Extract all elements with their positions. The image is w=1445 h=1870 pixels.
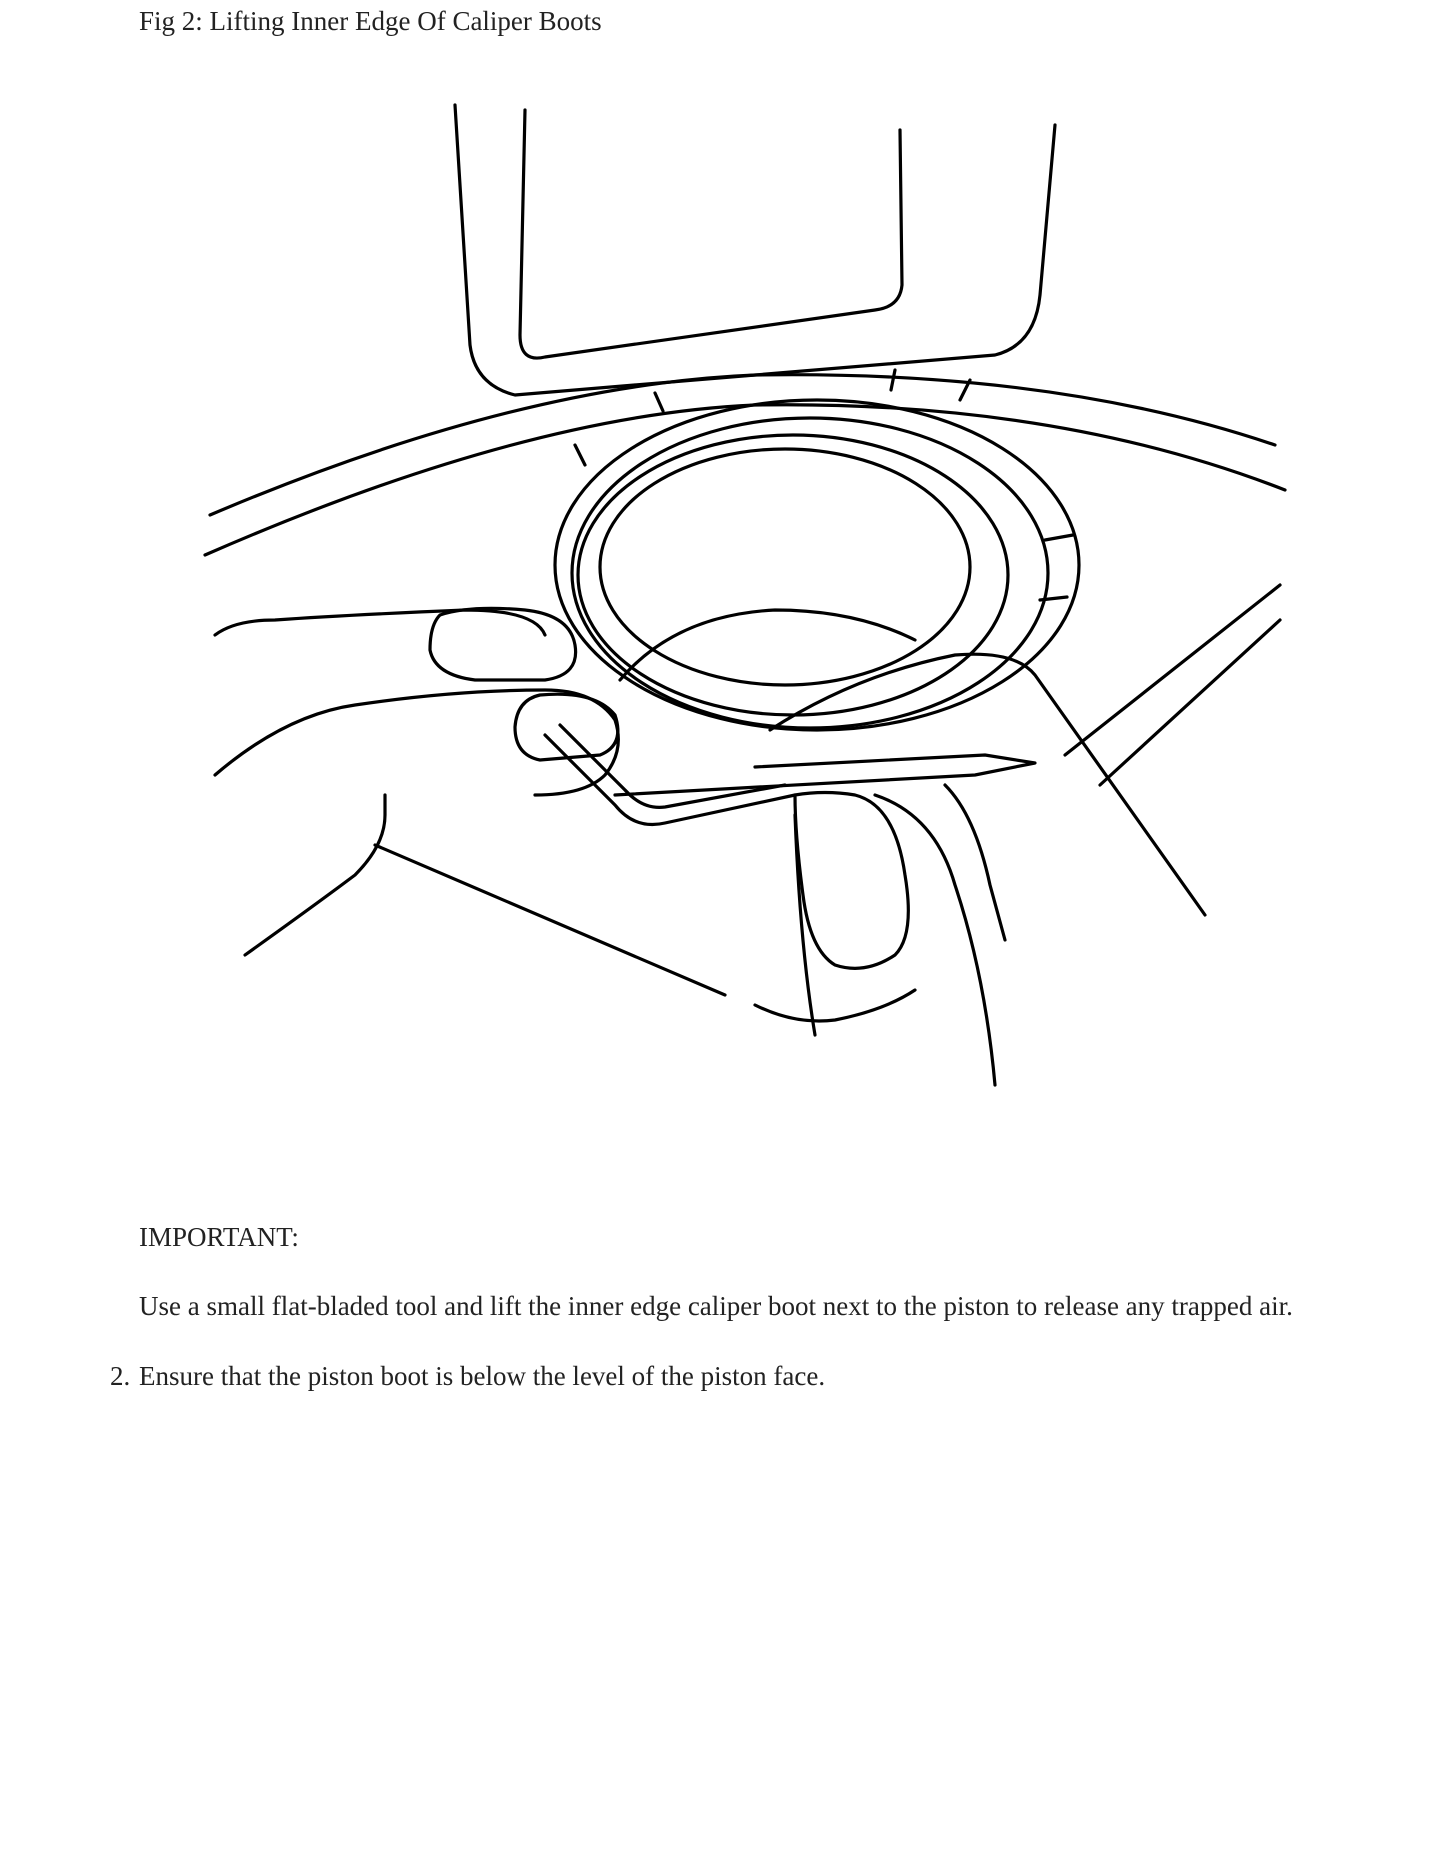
flat-blade-tool: [615, 755, 1035, 795]
ring-tick-1: [575, 445, 585, 465]
edge-line-2: [1100, 620, 1280, 785]
rim-arc-inner: [205, 405, 1285, 555]
left-hand-top: [215, 610, 545, 635]
left-fingernail: [515, 694, 618, 760]
important-heading: IMPORTANT:: [139, 1222, 299, 1252]
caliper-bracket-inner: [520, 110, 902, 358]
caliper-bracket-outer: [455, 105, 1055, 395]
rim-arc-outer: [210, 375, 1275, 515]
boot-ring-middle: [572, 418, 1048, 728]
right-thumb: [795, 793, 908, 969]
lifted-boot-edge-2: [560, 725, 785, 807]
left-palm: [245, 795, 385, 955]
piston-face: [600, 449, 970, 685]
procedure-step: [110, 1359, 825, 1393]
figure-caption: Fig 2: Lifting Inner Edge Of Caliper Boots: [139, 6, 602, 36]
left-palm-line: [375, 845, 725, 995]
step-text: Ensure that the piston boot is below the level of the piston face.: [139, 1361, 826, 1391]
right-finger-curve: [755, 990, 915, 1021]
boot-ring-inner: [578, 435, 1008, 715]
ring-tick-2: [655, 393, 663, 411]
step-number: 2.: [110, 1361, 131, 1391]
right-finger: [795, 815, 815, 1035]
right-knuckle: [945, 785, 1005, 940]
piston-bore-arc: [620, 610, 915, 680]
edge-line-1: [1065, 585, 1280, 755]
ring-tick-5: [1045, 535, 1073, 540]
left-thumb: [430, 608, 576, 680]
caliper-boot-illustration: [195, 95, 1295, 1110]
important-instruction: Use a small flat-bladed tool and lift the inner edge caliper boot next to the piston to release any trapped air.: [139, 1291, 1293, 1321]
ring-tick-3: [891, 370, 895, 390]
left-index: [215, 690, 618, 795]
